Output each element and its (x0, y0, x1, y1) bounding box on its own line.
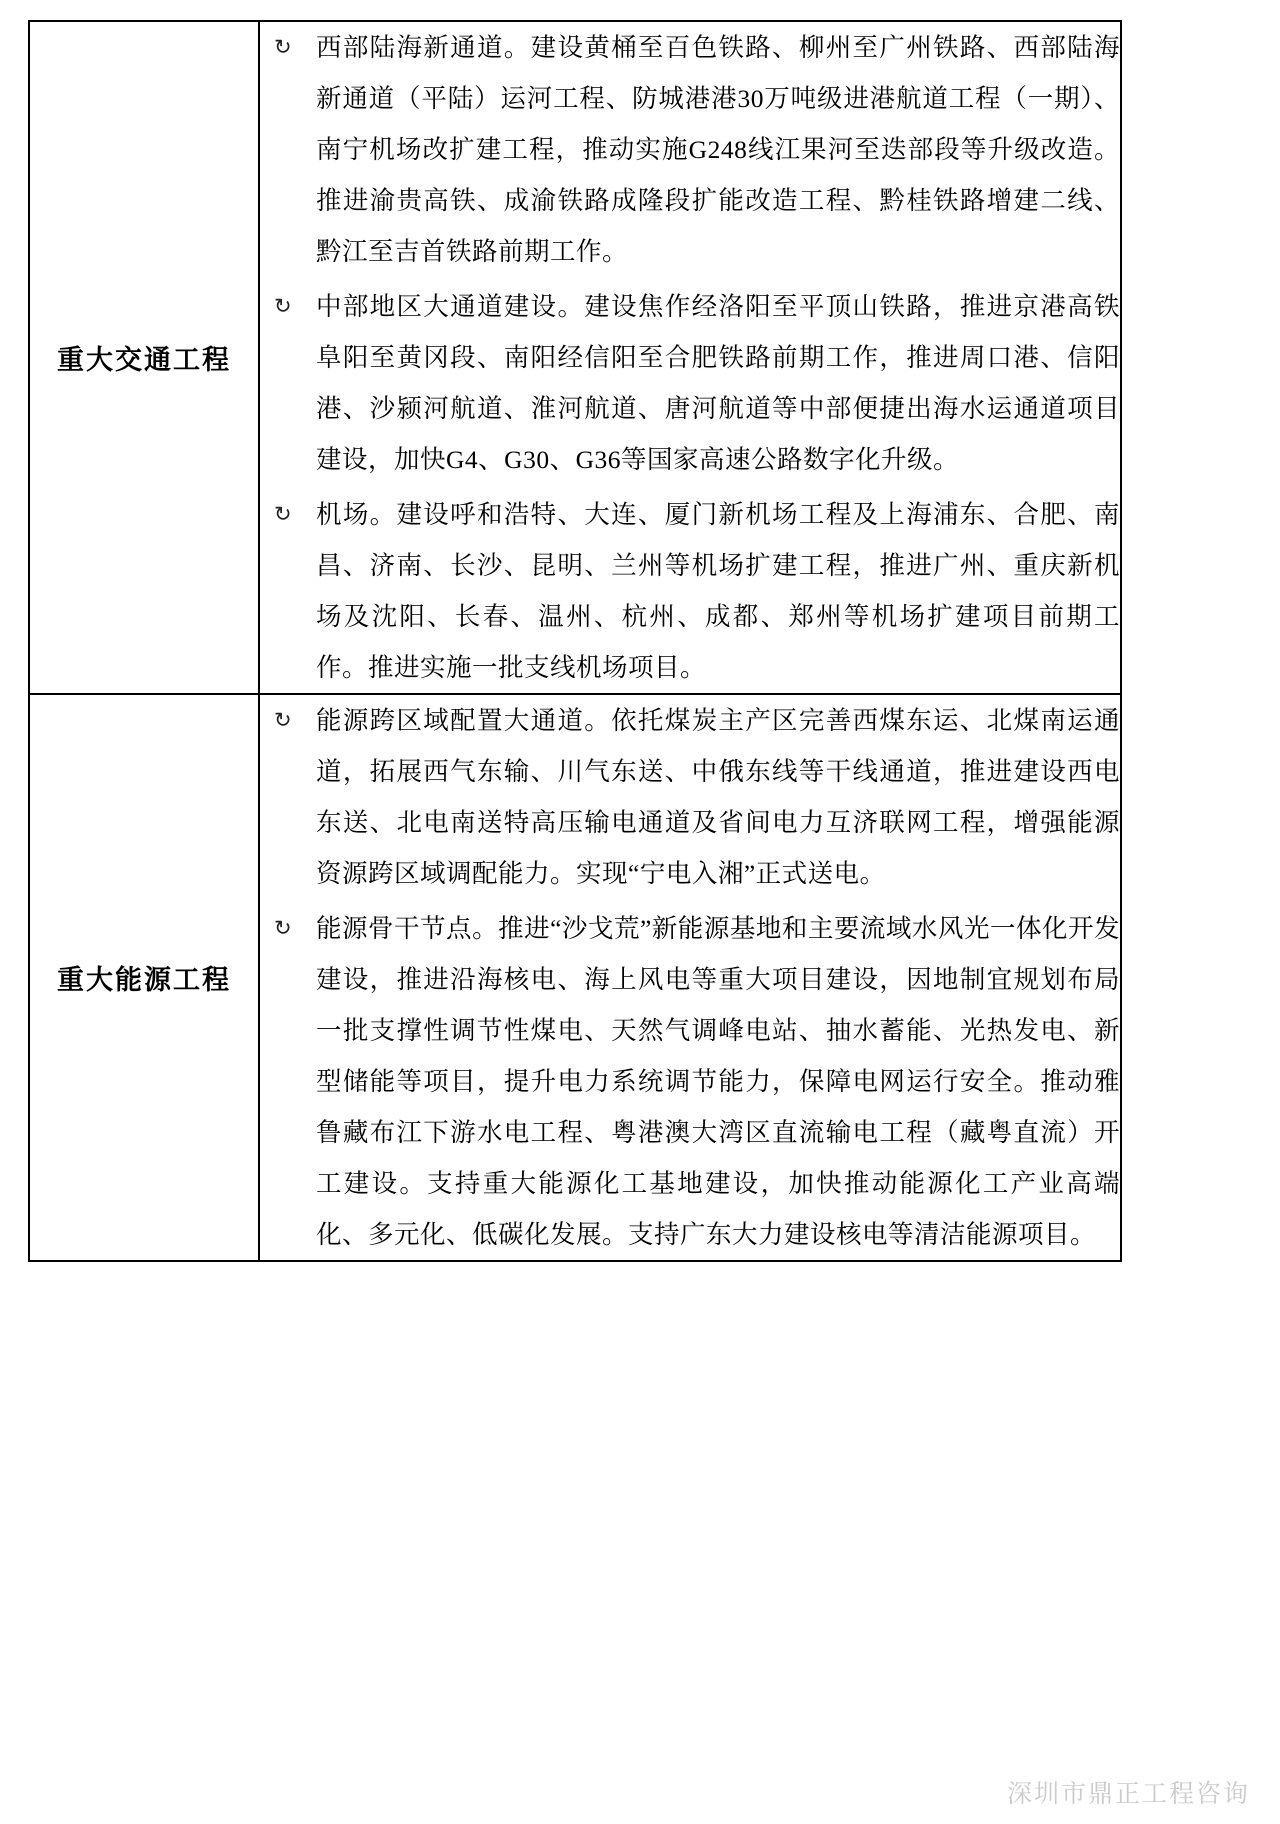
bullet-list (260, 22, 1120, 693)
list-item-text: 西部陆海新通道。建设黄桶至百色铁路、柳州至广州铁路、西部陆海新通道（平陆）运河工程、防城港港30万吨级进港航道工程（一期）、南宁机场改扩建工程，推动实施G248线江果河至迭部段等升级改造。推进渝贵高铁、成渝铁路成隆段扩能改造工程、黔桂铁路增建二线、黔江至吉首铁路前期工作。 (316, 33, 1120, 266)
row-label-energy: 重大能源工程 (29, 694, 259, 1261)
list-item (260, 489, 1120, 693)
row-label-transport: 重大交通工程 (29, 21, 259, 694)
row-content-transport (259, 21, 1121, 694)
list-item (260, 695, 1120, 899)
table-row (29, 694, 1121, 1261)
list-item-text: 能源跨区域配置大通道。依托煤炭主产区完善西煤东运、北煤南运通道，拓展西气东输、川气东送、中俄东线等干线通道，推进建设西电东送、北电南送特高压输电通道及省间电力互济联网工程，增强能源资源跨区域调配能力。实现“宁电入湘”正式送电。 (316, 706, 1120, 888)
bullet-marker-icon: ↻ (274, 502, 293, 526)
list-item (260, 22, 1120, 277)
bullet-marker-icon: ↻ (274, 916, 293, 940)
bullet-marker-icon: ↻ (274, 294, 293, 318)
bullet-list (260, 695, 1120, 1260)
table-row (29, 21, 1121, 694)
bullet-marker-icon: ↻ (274, 35, 293, 59)
list-item (260, 281, 1120, 485)
bullet-marker-icon: ↻ (274, 708, 293, 732)
policy-table (28, 20, 1122, 1262)
list-item-text: 机场。建设呼和浩特、大连、厦门新机场工程及上海浦东、合肥、南昌、济南、长沙、昆明、兰州等机场扩建工程，推进广州、重庆新机场及沈阳、长春、温州、杭州、成都、郑州等机场扩建项目前期工作。推进实施一批支线机场项目。 (316, 500, 1120, 682)
watermark-text: 深圳市鼎正工程咨询 (1006, 1781, 1250, 1808)
list-item (260, 903, 1120, 1260)
row-content-energy (259, 694, 1121, 1261)
table-body (29, 21, 1121, 1261)
list-item-text: 能源骨干节点。推进“沙戈荒”新能源基地和主要流域水风光一体化开发建设，推进沿海核电、海上风电等重大项目建设，因地制宜规划布局一批支撑性调节性煤电、天然气调峰电站、抽水蓄能、光热发电、新型储能等项目，提升电力系统调节能力，保障电网运行安全。推动雅鲁藏布江下游水电工程、粤港澳大湾区直流输电工程（藏粤直流）开工建设。支持重大能源化工基地建设，加快推动能源化工产业高端化、多元化、低碳化发展。支持广东大力建设核电等清洁能源项目。 (316, 914, 1120, 1249)
list-item-text: 中部地区大通道建设。建设焦作经洛阳至平顶山铁路，推进京港高铁阜阳至黄冈段、南阳经信阳至合肥铁路前期工作，推进周口港、信阳港、沙颍河航道、淮河航道、唐河航道等中部便捷出海水运通道项目建设，加快G4、G30、G36等国家高速公路数字化升级。 (316, 292, 1120, 474)
